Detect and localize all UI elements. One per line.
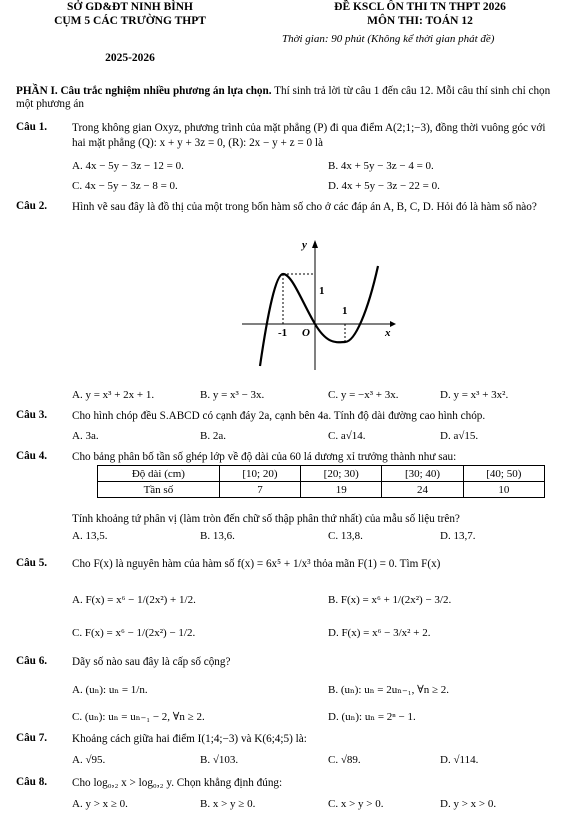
table-cell: Tần số [98,482,220,498]
part1-title: PHẦN I. Câu trắc nghiệm nhiều phương án lựa chọn. [16,85,272,97]
school-dept: SỞ GD&ĐT NINH BÌNH [67,1,193,13]
subject-title: MÔN THI: TOÁN 12 [367,15,473,27]
q2-option-a[interactable]: A. y = x³ + 2x + 1. [72,389,155,401]
table-header-row [98,466,545,482]
q3-option-d[interactable]: D. a√15. [440,430,479,442]
exam-title: ĐỀ KSCL ÔN THI TN THPT 2026 [334,1,506,13]
q5-label: Câu 5. [16,557,48,569]
q6-option-a[interactable]: A. (uₙ): uₙ = 1/n. [72,684,148,696]
q5-option-b[interactable]: B. F(x) = x⁶ + 1/(2x²) − 3/2. [328,594,452,606]
table-header: [40; 50) [463,466,544,482]
exam-time: Thời gian: 90 phút (Không kể thời gian phát đề) [282,33,495,45]
q1-text: Trong không gian Oxyz, phương trình của mặt phẳng (P) đi qua điểm A(2;1;−3), đồng thời vuông góc với hai mặt phẳng (Q): x + y + 3z = 0, (R): 2x − y + z = 0 là [72,122,546,149]
q3-option-c[interactable]: C. a√14. [328,430,366,442]
q2-text: Hình vẽ sau đây là đồ thị của một trong bốn hàm số cho ở các đáp án A, B, C, D. Hỏi đó là hàm số nào? [72,201,537,213]
q6-text: Dãy số nào sau đây là cấp số cộng? [72,656,231,668]
q6-option-d[interactable]: D. (uₙ): uₙ = 2ⁿ − 1. [328,711,416,723]
q8-option-d[interactable]: D. y > x > 0. [440,798,497,810]
q1-option-b[interactable]: B. 4x + 5y − 3z − 4 = 0. [328,160,434,172]
q3-text: Cho hình chóp đều S.ABCD có cạnh đáy 2a, cạnh bên 4a. Tính độ dài đường cao hình chóp. [72,410,486,422]
table-cell: 10 [463,482,544,498]
q7-option-c[interactable]: C. √89. [328,754,361,766]
q3-option-a[interactable]: A. 3a. [72,430,99,442]
q4-text: Cho bảng phân bố tần số ghép lớp về độ dài của 60 lá dương xỉ trưởng thành như sau: [72,451,457,463]
q2-option-d[interactable]: D. y = x³ + 3x². [440,389,509,401]
y-axis-arrow [312,240,318,248]
q4-text2: Tính khoảng tứ phân vị (làm tròn đến chữ số thập phân thứ nhất) của mẫu số liệu trên? [72,513,460,525]
q2-option-c[interactable]: C. y = −x³ + 3x. [328,389,399,401]
tick-1-y: 1 [319,285,325,297]
q8-text: Cho log₀,₂ x > log₀,₂ y. Chọn khẳng định đúng: [72,777,283,789]
q4-option-c[interactable]: C. 13,8. [328,530,363,542]
q1-option-c[interactable]: C. 4x − 5y − 3z − 8 = 0. [72,180,178,192]
q1-label: Câu 1. [16,121,48,133]
q5-option-a[interactable]: A. F(x) = x⁶ − 1/(2x²) + 1/2. [72,594,196,606]
q8-label: Câu 8. [16,776,48,788]
q6-option-b[interactable]: B. (uₙ): uₙ = 2uₙ₋₁, ∀n ≥ 2. [328,684,450,696]
tick-1-x: 1 [342,305,348,317]
q2-option-b[interactable]: B. y = x³ − 3x. [200,389,265,401]
q7-option-a[interactable]: A. √95. [72,754,106,766]
x-axis-label: x [385,327,391,339]
part1-intro: Thí sinh trả lời từ câu 1 đến câu 12. Mỗi câu thí sinh chỉ chọn một phương án [16,85,551,110]
table-cell: 7 [219,482,300,498]
q6-option-c[interactable]: C. (uₙ): uₙ = uₙ₋₁ − 2, ∀n ≥ 2. [72,711,205,723]
table-header: Độ dài (cm) [98,466,220,482]
frequency-table [97,465,545,498]
table-header: [20; 30) [301,466,382,482]
q4-label: Câu 4. [16,450,48,462]
q4-option-b[interactable]: B. 13,6. [200,530,235,542]
q7-option-b[interactable]: B. √103. [200,754,239,766]
table-header: [30; 40) [382,466,463,482]
q5-option-c[interactable]: C. F(x) = x⁶ − 1/(2x²) − 1/2. [72,627,196,639]
q7-label: Câu 7. [16,732,48,744]
q5-option-d[interactable]: D. F(x) = x⁶ − 3/x² + 2. [328,627,431,639]
q3-option-b[interactable]: B. 2a. [200,430,226,442]
q5-text: Cho F(x) là nguyên hàm của hàm số f(x) = 6x⁵ + 1/x³ thỏa mãn F(1) = 0. Tìm F(x) [72,558,441,570]
q8-option-a[interactable]: A. y > x ≥ 0. [72,798,128,810]
q7-option-d[interactable]: D. √114. [440,754,479,766]
table-row [98,482,545,498]
table-header: [10; 20) [219,466,300,482]
school-cluster: CỤM 5 CÁC TRƯỜNG THPT [54,15,206,27]
y-axis-label: y [302,239,307,251]
origin-label: O [302,327,310,339]
curve [260,266,378,366]
table-cell: 19 [301,482,382,498]
cubic-graph [240,236,400,376]
school-year: 2025-2026 [105,52,155,64]
q1-option-d[interactable]: D. 4x + 5y − 3z − 22 = 0. [328,180,440,192]
x-axis-arrow [390,321,396,327]
part1-block [16,85,556,111]
q7-text: Khoảng cách giữa hai điểm I(1;4;−3) và K(6;4;5) là: [72,733,307,745]
table-cell: 24 [382,482,463,498]
q8-option-c[interactable]: C. x > y > 0. [328,798,384,810]
q4-option-a[interactable]: A. 13,5. [72,530,108,542]
tick-neg1: -1 [278,327,288,339]
q2-label: Câu 2. [16,200,48,212]
q1-option-a[interactable]: A. 4x − 5y − 3z − 12 = 0. [72,160,184,172]
q6-label: Câu 6. [16,655,48,667]
q8-option-b[interactable]: B. x > y ≥ 0. [200,798,256,810]
q3-label: Câu 3. [16,409,48,421]
q4-option-d[interactable]: D. 13,7. [440,530,476,542]
